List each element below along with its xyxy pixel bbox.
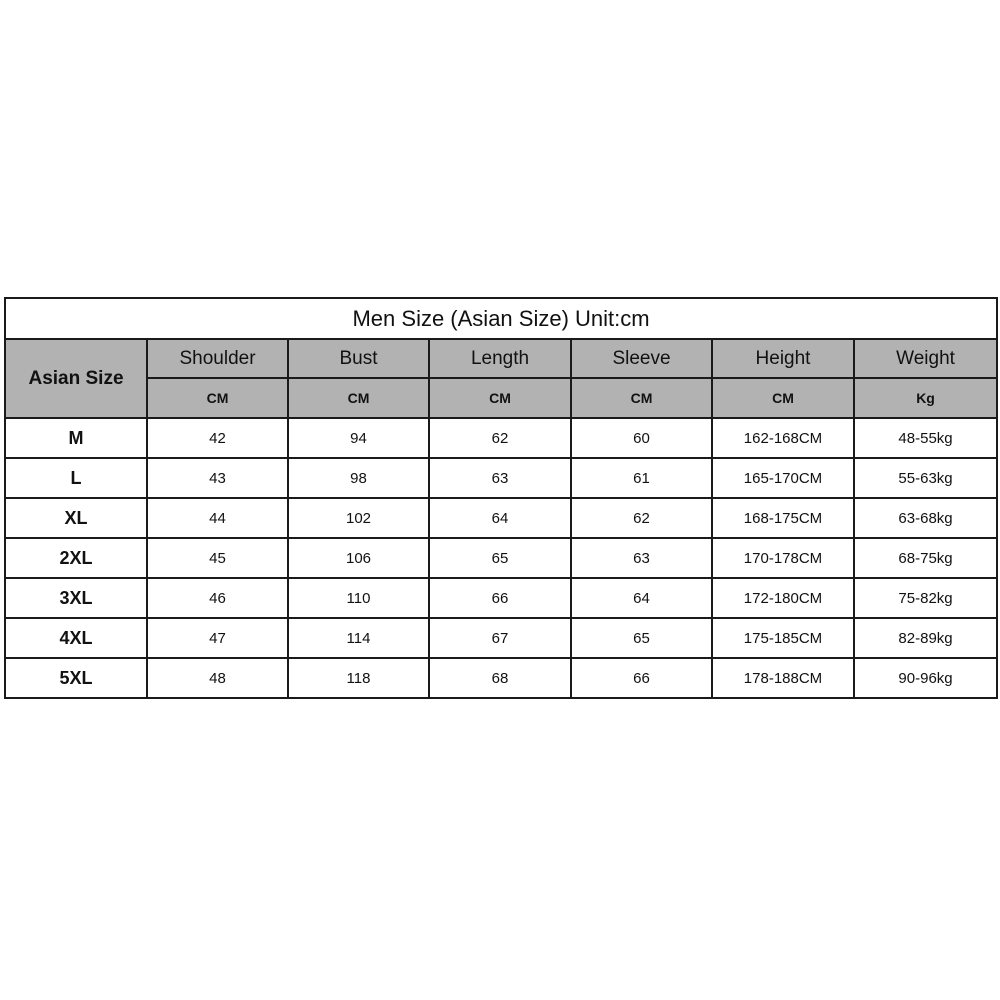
table-title: Men Size (Asian Size) Unit:cm (5, 298, 997, 339)
shoulder-value: 47 (147, 618, 288, 658)
table-row (5, 498, 997, 538)
size-table (4, 297, 998, 699)
asian-size-header: Asian Size (5, 339, 147, 418)
unit-sleeve: CM (571, 378, 712, 418)
bust-value: 118 (288, 658, 429, 698)
size-chart (4, 297, 996, 703)
shoulder-value: 43 (147, 458, 288, 498)
shoulder-value: 44 (147, 498, 288, 538)
column-header-height: Height (712, 339, 854, 378)
shoulder-value: 46 (147, 578, 288, 618)
length-value: 68 (429, 658, 571, 698)
weight-value: 63-68kg (854, 498, 997, 538)
bust-value: 110 (288, 578, 429, 618)
sleeve-value: 63 (571, 538, 712, 578)
bust-value: 114 (288, 618, 429, 658)
height-value: 168-175CM (712, 498, 854, 538)
table-row (5, 458, 997, 498)
sleeve-value: 65 (571, 618, 712, 658)
sleeve-value: 66 (571, 658, 712, 698)
weight-value: 75-82kg (854, 578, 997, 618)
sleeve-value: 62 (571, 498, 712, 538)
column-header-weight: Weight (854, 339, 997, 378)
shoulder-value: 48 (147, 658, 288, 698)
length-value: 64 (429, 498, 571, 538)
table-row (5, 658, 997, 698)
shoulder-value: 42 (147, 418, 288, 458)
sleeve-value: 60 (571, 418, 712, 458)
height-value: 178-188CM (712, 658, 854, 698)
unit-length: CM (429, 378, 571, 418)
column-header-length: Length (429, 339, 571, 378)
size-label: XL (5, 498, 147, 538)
size-label: 2XL (5, 538, 147, 578)
weight-value: 90-96kg (854, 658, 997, 698)
table-row (5, 578, 997, 618)
unit-height: CM (712, 378, 854, 418)
title-row (5, 298, 997, 339)
weight-value: 82-89kg (854, 618, 997, 658)
size-label: 3XL (5, 578, 147, 618)
height-value: 162-168CM (712, 418, 854, 458)
table-row (5, 538, 997, 578)
height-value: 165-170CM (712, 458, 854, 498)
unit-shoulder: CM (147, 378, 288, 418)
bust-value: 94 (288, 418, 429, 458)
sleeve-value: 64 (571, 578, 712, 618)
column-header-bust: Bust (288, 339, 429, 378)
bust-value: 98 (288, 458, 429, 498)
column-header-sleeve: Sleeve (571, 339, 712, 378)
bust-value: 102 (288, 498, 429, 538)
length-value: 63 (429, 458, 571, 498)
weight-value: 48-55kg (854, 418, 997, 458)
unit-bust: CM (288, 378, 429, 418)
length-value: 66 (429, 578, 571, 618)
table-row (5, 418, 997, 458)
bust-value: 106 (288, 538, 429, 578)
column-header-shoulder: Shoulder (147, 339, 288, 378)
shoulder-value: 45 (147, 538, 288, 578)
height-value: 172-180CM (712, 578, 854, 618)
header-row (5, 339, 997, 378)
length-value: 62 (429, 418, 571, 458)
table-row (5, 618, 997, 658)
unit-weight: Kg (854, 378, 997, 418)
size-label: 4XL (5, 618, 147, 658)
sleeve-value: 61 (571, 458, 712, 498)
size-label: 5XL (5, 658, 147, 698)
unit-row (5, 378, 997, 418)
size-label: L (5, 458, 147, 498)
weight-value: 55-63kg (854, 458, 997, 498)
length-value: 65 (429, 538, 571, 578)
height-value: 170-178CM (712, 538, 854, 578)
length-value: 67 (429, 618, 571, 658)
height-value: 175-185CM (712, 618, 854, 658)
weight-value: 68-75kg (854, 538, 997, 578)
size-label: M (5, 418, 147, 458)
